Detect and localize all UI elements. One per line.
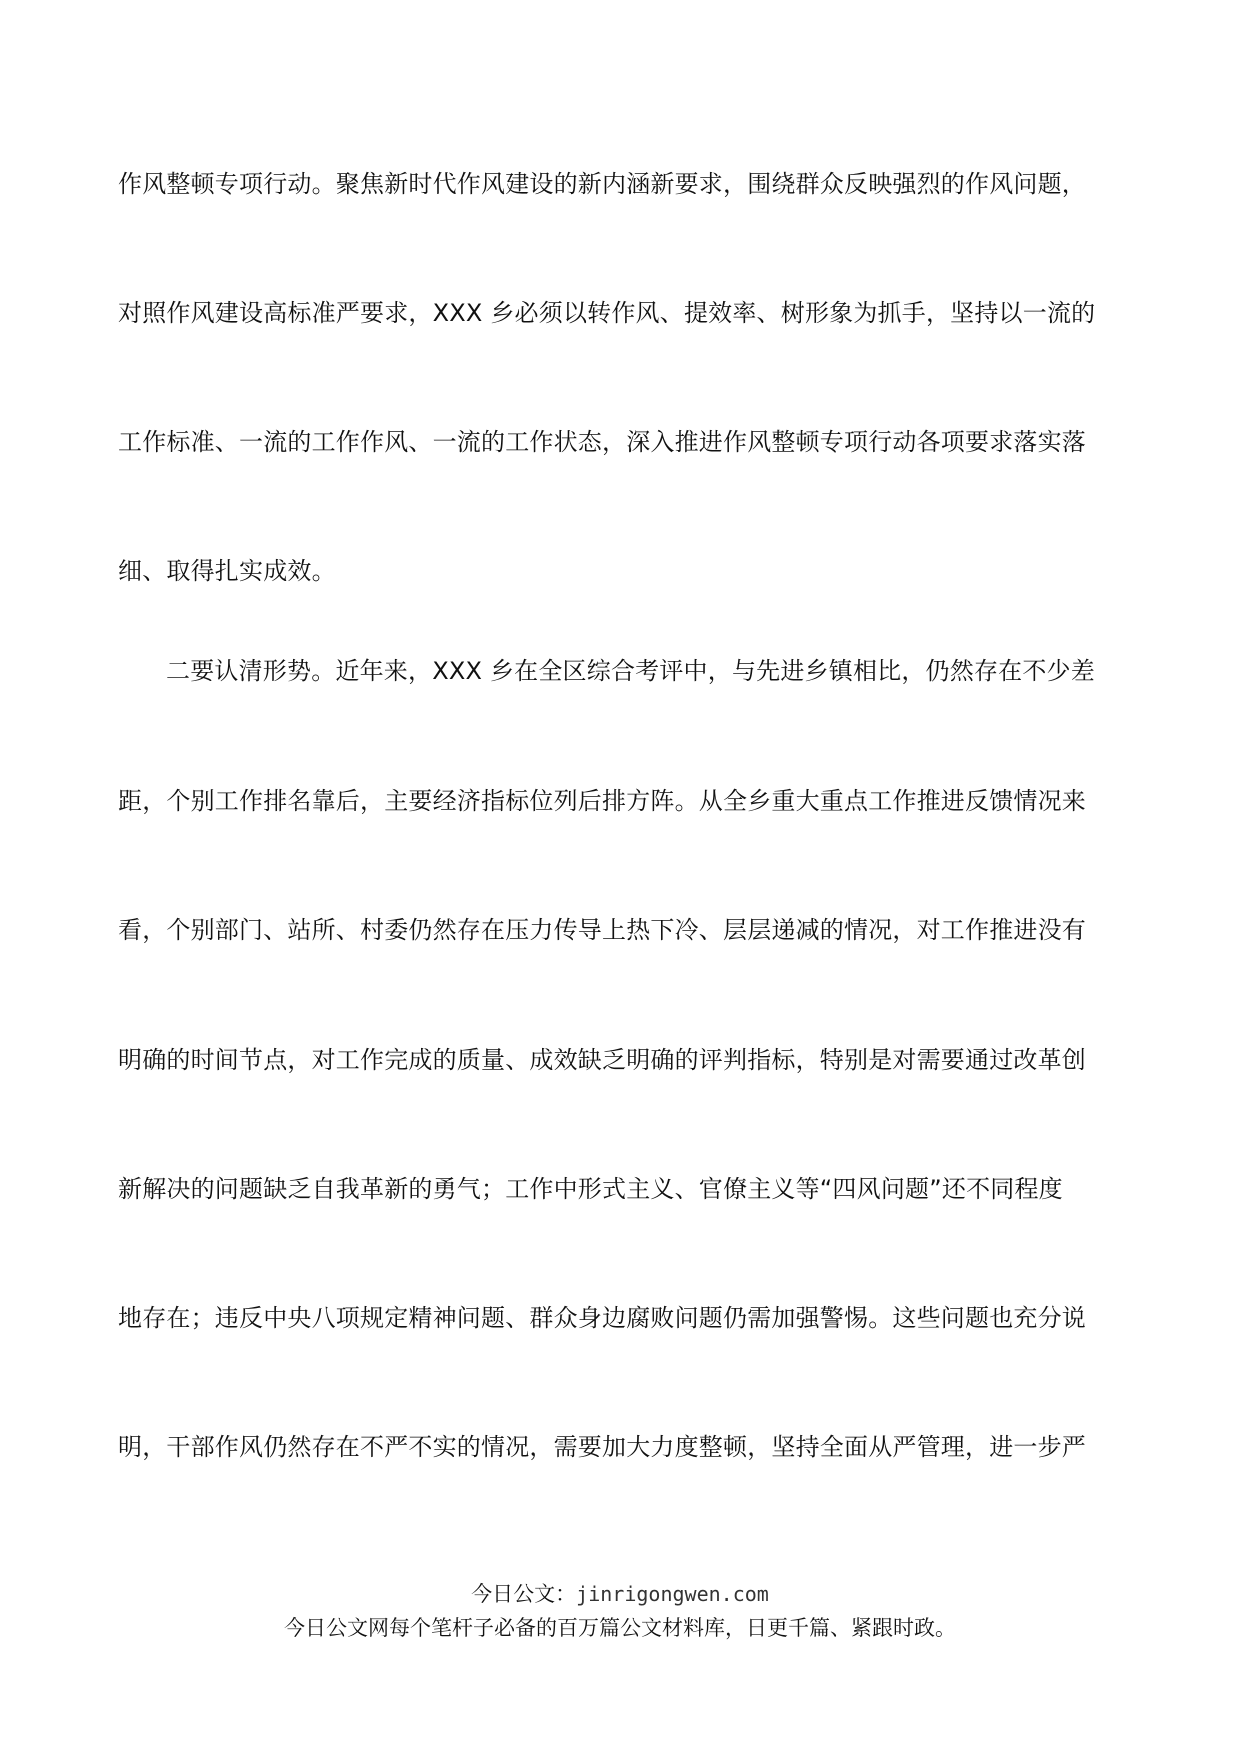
body-text-line: 对照作风建设高标准严要求，XXX 乡必须以转作风、提效率、树形象为抓手，坚持以一流的 [118,299,1096,327]
footer-slogan: 今日公文网每个笔杆子必备的百万篇公文材料库，日更千篇、紧跟时政。 [284,1616,956,1640]
footer-site-label: 今日公文： [471,1582,577,1606]
body-text-line: 作风整顿专项行动。聚焦新时代作风建设的新内涵新要求，围绕群众反映强烈的作风问题， [118,170,1086,198]
body-text-line: 地存在；违反中央八项规定精神问题、群众身边腐败问题仍需加强警惕。这些问题也充分说 [118,1304,1086,1332]
footer-site-link[interactable]: jinrigongwen.com [576,1582,769,1606]
body-text-line: 距，个别工作排名靠后，主要经济指标位列后排方阵。从全乡重大重点工作推进反馈情况来 [118,787,1086,815]
body-text-line: 明，干部作风仍然存在不严不实的情况，需要加大力度整顿，坚持全面从严管理，进一步严 [118,1433,1086,1461]
footer-site-line [0,1580,1240,1608]
body-text-line: 新解决的问题缺乏自我革新的勇气；工作中形式主义、官僚主义等“四风问题”还不同程度 [118,1175,1063,1203]
paragraph-start-line: 二要认清形势。近年来，XXX 乡在全区综合考评中，与先进乡镇相比，仍然存在不少差 [166,657,1095,685]
body-text-line: 细、取得扎实成效。 [118,557,336,585]
body-text-line: 工作标准、一流的工作作风、一流的工作状态，深入推进作风整顿专项行动各项要求落实落 [118,428,1086,456]
body-text-line: 看，个别部门、站所、村委仍然存在压力传导上热下冷、层层递减的情况，对工作推进没有 [118,916,1086,944]
body-text-line: 明确的时间节点，对工作完成的质量、成效缺乏明确的评判指标，特别是对需要通过改革创 [118,1046,1086,1074]
